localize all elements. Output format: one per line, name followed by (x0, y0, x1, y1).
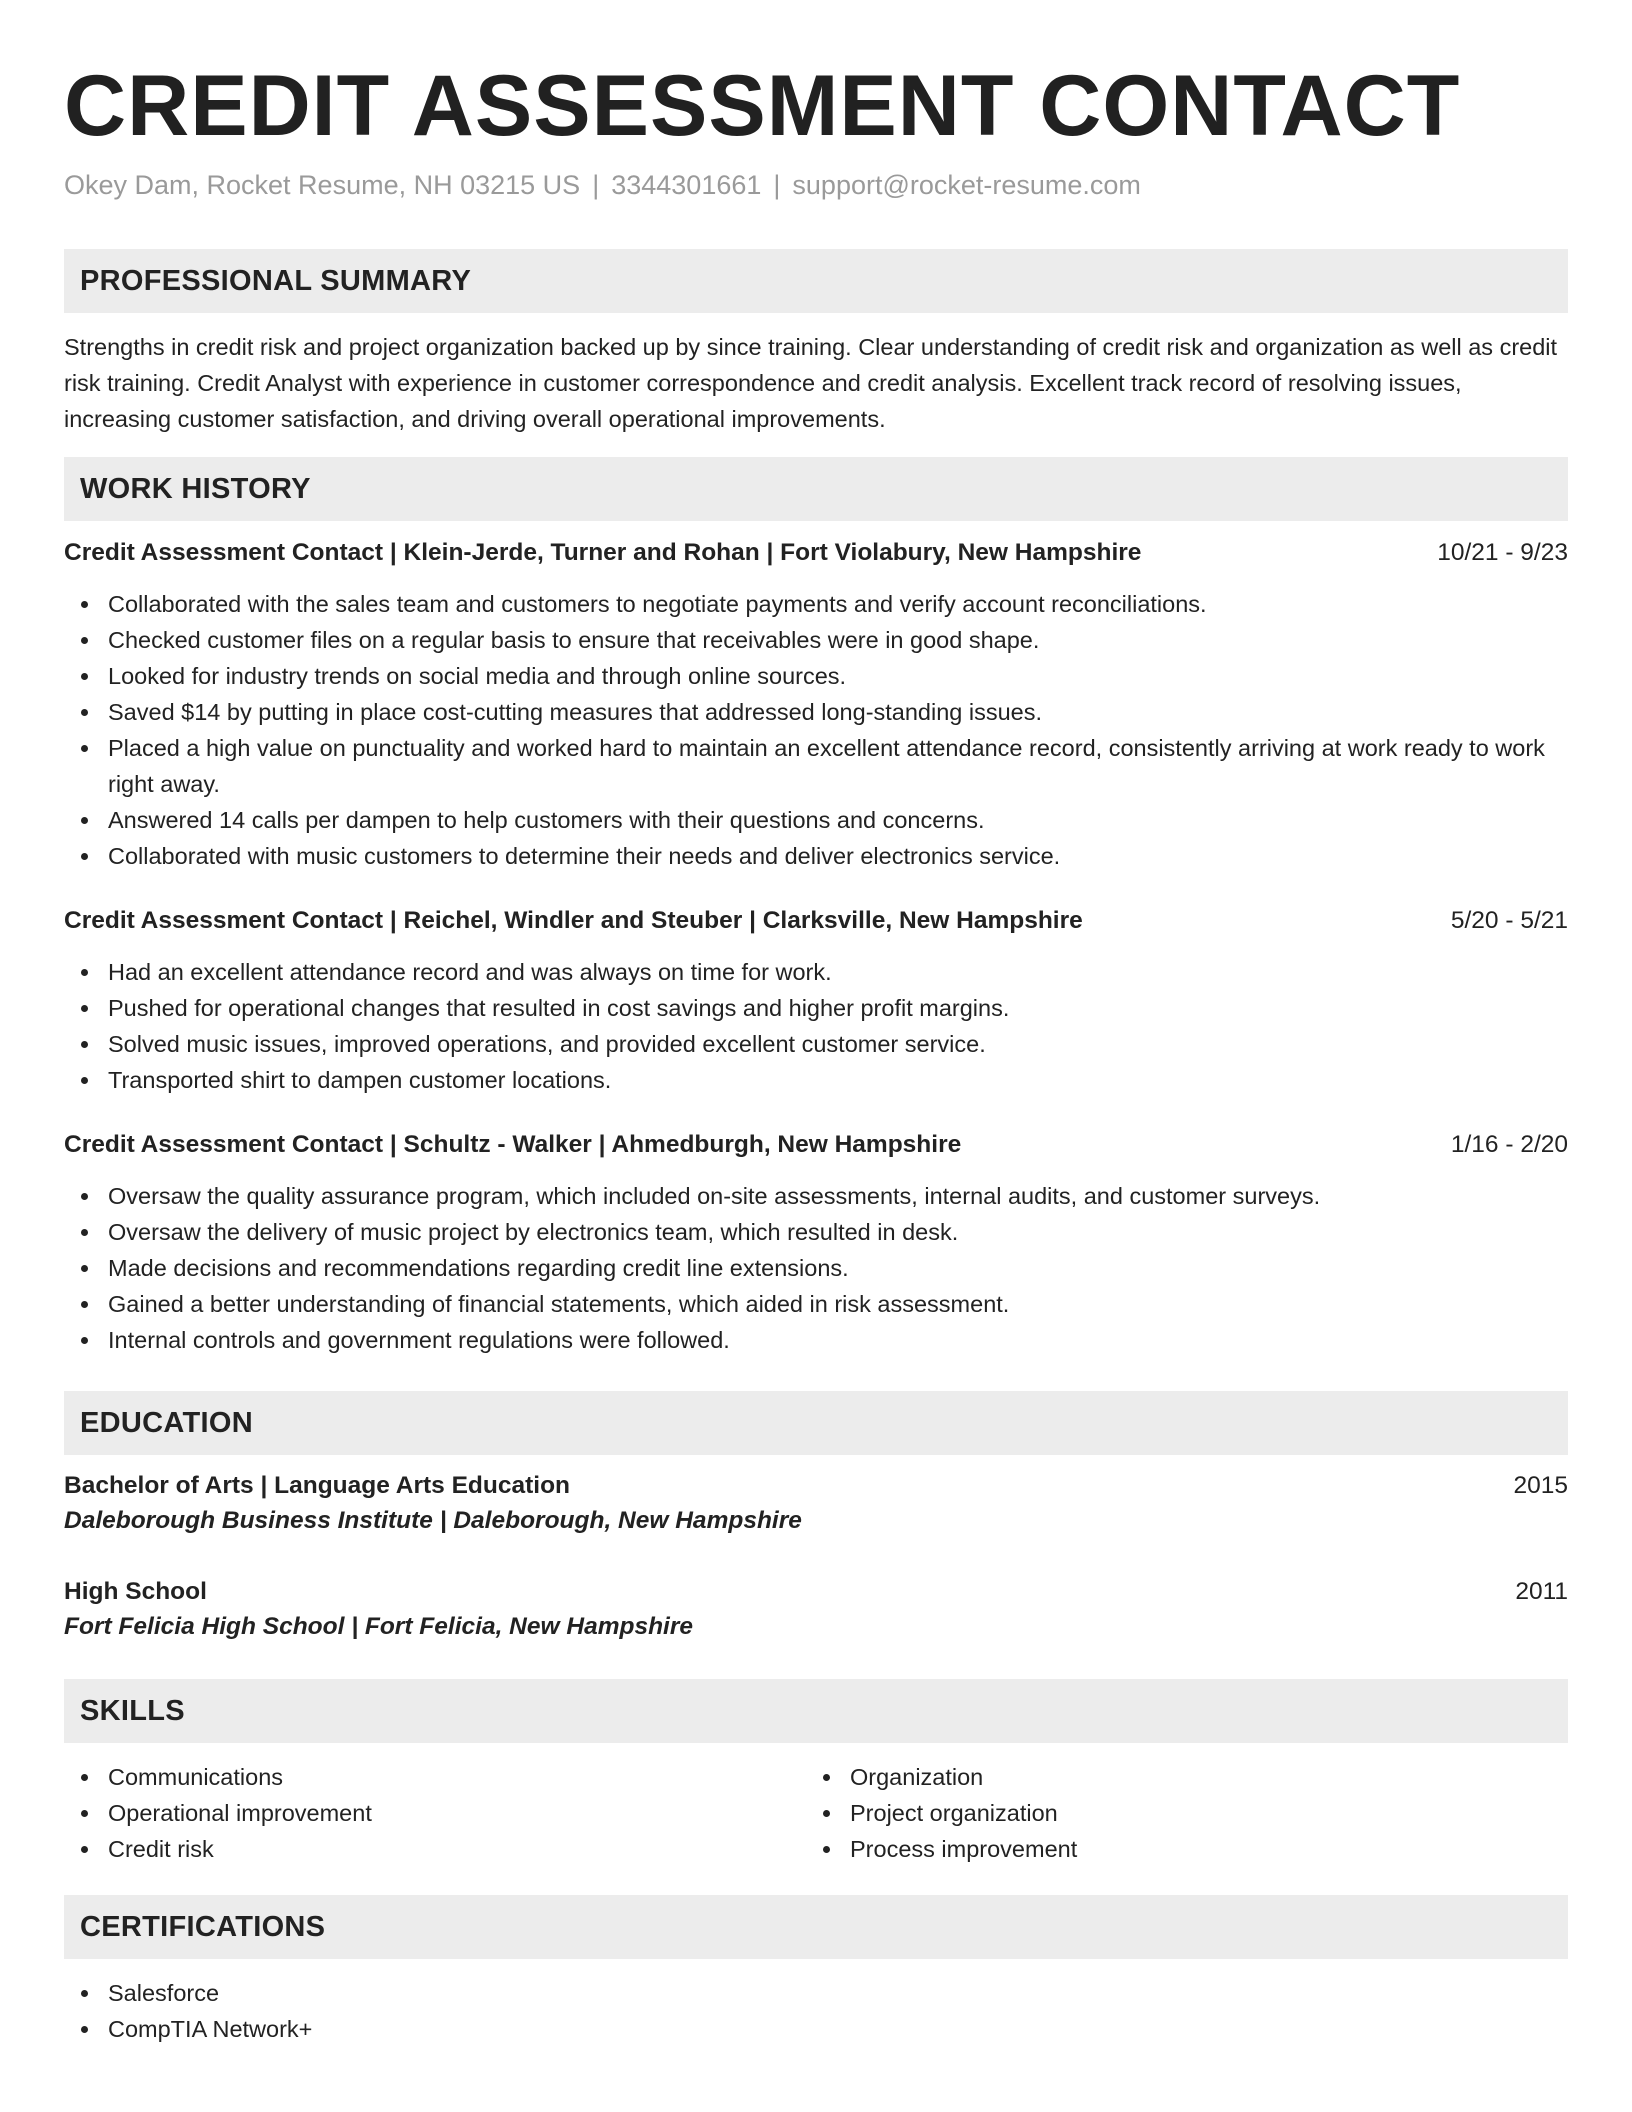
contact-email: support@rocket-resume.com (792, 170, 1141, 200)
job-dates: 1/16 - 2/20 (1450, 1131, 1568, 1158)
education-year: 2011 (1515, 1578, 1568, 1605)
job-title: Credit Assessment Contact | Klein-Jerde, Turner and Rohan | Fort Violabury, New Hampshire (64, 539, 1142, 566)
list-item: Checked customer files on a regular basis to ensure that receivables were in good shape. (64, 622, 1568, 658)
skills-column-right (806, 1759, 1548, 1867)
job-entry (64, 904, 1568, 1098)
job-entry (64, 1128, 1568, 1358)
job-header (64, 536, 1568, 570)
education-year: 2015 (1513, 1472, 1568, 1499)
section-heading-certifications: CERTIFICATIONS (64, 1895, 1568, 1959)
job-header (64, 1128, 1568, 1162)
certifications-list (64, 1975, 1568, 2047)
education-entry (64, 1575, 1568, 1645)
job-bullets (64, 954, 1568, 1098)
education-school: Fort Felicia High School | Fort Felicia, New Hampshire (64, 1613, 693, 1640)
list-item: Process improvement (806, 1831, 1548, 1867)
list-item: CompTIA Network+ (64, 2011, 1568, 2047)
job-bullets (64, 1178, 1568, 1358)
job-title: Credit Assessment Contact | Reichel, Windler and Steuber | Clarksville, New Hampshire (64, 907, 1083, 934)
list-item: Pushed for operational changes that resulted in cost savings and higher profit margins. (64, 990, 1568, 1026)
skills-column-left (64, 1759, 806, 1867)
list-item: Placed a high value on punctuality and worked hard to maintain an excellent attendance record, consistently arriving at work ready to work right away. (64, 730, 1568, 802)
list-item: Credit risk (64, 1831, 806, 1867)
job-dates: 10/21 - 9/23 (1437, 539, 1568, 566)
contact-phone: 3344301661 (611, 170, 762, 200)
resume-page (64, 0, 1568, 2047)
education-header (64, 1469, 1568, 1503)
list-item: Internal controls and government regulations were followed. (64, 1322, 1568, 1358)
list-item: Communications (64, 1759, 806, 1795)
job-bullets (64, 586, 1568, 874)
education-school: Daleborough Business Institute | Daleborough, New Hampshire (64, 1507, 802, 1534)
section-heading-education: EDUCATION (64, 1391, 1568, 1455)
summary-text: Strengths in credit risk and project organization backed up by since training. Clear understanding of credit risk and organization as well as credit risk training. Credit Analyst with experience in customer correspondence and credit analysis. Excellent track record of resolving issues, increasing customer satisfaction, and driving overall operational improvements. (64, 334, 1558, 432)
section-heading-summary: PROFESSIONAL SUMMARY (64, 249, 1568, 313)
contact-address: Okey Dam, Rocket Resume, NH 03215 US (64, 170, 581, 200)
contact-separator: | (592, 170, 600, 200)
education-degree: Bachelor of Arts | Language Arts Education (64, 1472, 570, 1499)
list-item: Solved music issues, improved operations, and provided excellent customer service. (64, 1026, 1568, 1062)
contact-line (64, 168, 1568, 202)
contact-separator: | (773, 170, 781, 200)
list-item: Saved $14 by putting in place cost-cutting measures that addressed long-standing issues. (64, 694, 1568, 730)
list-item: Collaborated with music customers to determine their needs and deliver electronics service. (64, 838, 1568, 874)
education-degree: High School (64, 1578, 207, 1605)
list-item: Collaborated with the sales team and customers to negotiate payments and verify account reconciliations. (64, 586, 1568, 622)
list-item: Made decisions and recommendations regarding credit line extensions. (64, 1250, 1568, 1286)
list-item: Oversaw the delivery of music project by electronics team, which resulted in desk. (64, 1214, 1568, 1250)
education-header (64, 1575, 1568, 1609)
list-item: Operational improvement (64, 1795, 806, 1831)
section-heading-skills: SKILLS (64, 1679, 1568, 1743)
section-heading-work-history: WORK HISTORY (64, 457, 1568, 521)
list-item: Transported shirt to dampen customer locations. (64, 1062, 1568, 1098)
list-item: Answered 14 calls per dampen to help customers with their questions and concerns. (64, 802, 1568, 838)
education-entry (64, 1469, 1568, 1539)
candidate-name: CREDIT ASSESSMENT CONTACT (64, 58, 1461, 154)
list-item: Looked for industry trends on social media and through online sources. (64, 658, 1568, 694)
list-item: Oversaw the quality assurance program, which included on-site assessments, internal audits, and customer surveys. (64, 1178, 1568, 1214)
list-item: Salesforce (64, 1975, 1568, 2011)
job-dates: 5/20 - 5/21 (1450, 907, 1568, 934)
list-item: Project organization (806, 1795, 1548, 1831)
job-title: Credit Assessment Contact | Schultz - Walker | Ahmedburgh, New Hampshire (64, 1131, 962, 1158)
list-item: Had an excellent attendance record and was always on time for work. (64, 954, 1568, 990)
list-item: Gained a better understanding of financial statements, which aided in risk assessment. (64, 1286, 1568, 1322)
skills-list (64, 1759, 1568, 1867)
job-entry (64, 536, 1568, 874)
job-header (64, 904, 1568, 938)
list-item: Organization (806, 1759, 1548, 1795)
